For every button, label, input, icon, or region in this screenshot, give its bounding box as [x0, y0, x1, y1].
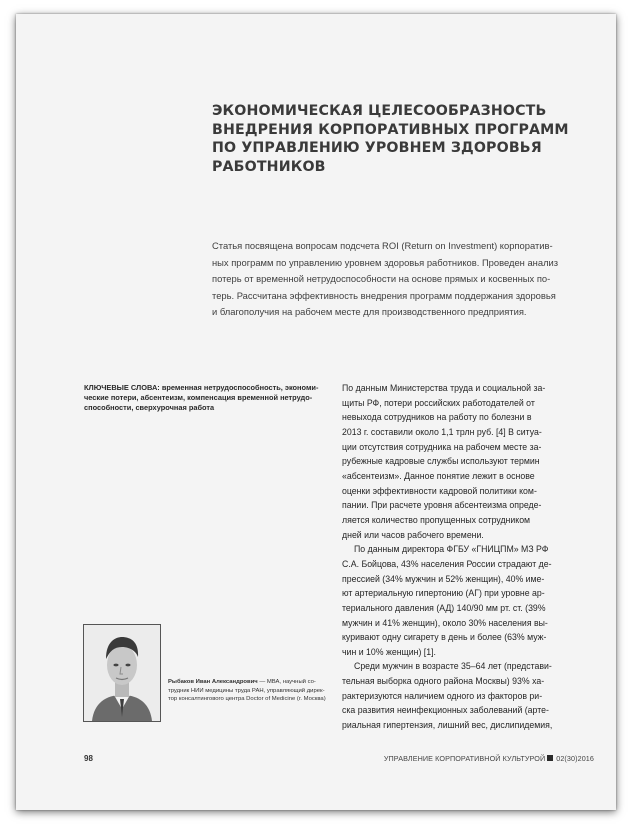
body-line: 2013 г. составили около 1,1 трлн руб. [4] В ситуа- [342, 426, 542, 437]
page-number: 98 [84, 754, 93, 763]
body-line: ции отсутствия сотрудника на рабочем месте за- [342, 441, 542, 452]
body-line: ют артериальную гипертонию (АГ) при уровне ар- [342, 588, 545, 599]
body-line: По данным директора ФГБУ «ГНИЦПМ» МЗ РФ [354, 544, 549, 555]
journal-issue: 02(30)2016 [556, 754, 594, 763]
abstract [212, 238, 596, 321]
author-portrait-icon [84, 625, 160, 721]
title-line: РАБОТНИКОВ [212, 158, 326, 175]
author-name: Рыбаков Иван Александрович [168, 679, 258, 685]
abstract-line: потерь от временной нетрудоспособности на основе прямых и косвенных по- [212, 273, 551, 285]
author-photo [83, 624, 161, 722]
body-line: дней или часов рабочего времени. [342, 529, 484, 540]
body-line: ляется количество пропущенных сотрудником [342, 514, 531, 525]
body-line: куривают одну сигарету в день и более (63% муж- [342, 632, 547, 643]
body-line: рубежные кадровые службы используют термин [342, 456, 540, 467]
body-line: По данным Министерства труда и социальной за- [342, 383, 546, 393]
author-line: тор консалтингового центра Doctor of Medicine (г. Москва) [168, 696, 326, 703]
square-separator-icon [547, 755, 553, 761]
keywords-line: ческие потери, абсентеизм, компенсация временной нетрудо- [84, 393, 313, 403]
article-title [212, 102, 592, 176]
author-line: трудник НИИ медицины труда РАН, управляющий дирек- [168, 687, 325, 694]
body-line: териального давления (АД) 140/90 мм рт. ст. (39% [342, 602, 546, 613]
body-line: ска развития неинфекционных заболеваний (арте- [342, 705, 549, 716]
abstract-line: Статья посвящена вопросам подсчета ROI (Return on Investment) корпоратив- [212, 240, 553, 251]
author-info [168, 678, 338, 704]
body-line: С.А. Бойцова, 43% населения России страдают де- [342, 558, 552, 569]
body-line: риальная гипертензия, лишний вес, дислипидемия, [342, 720, 553, 731]
body-text [342, 381, 604, 733]
title-line: ЭКОНОМИЧЕСКАЯ ЦЕЛЕСООБРАЗНОСТЬ [212, 103, 547, 119]
body-line: рактеризуются наличием одного из факторов ри- [342, 690, 543, 701]
body-line: оценки эффективности кадровой политики ком- [342, 485, 537, 496]
body-line: невыхода сотрудников на работу по болезни в [342, 412, 532, 423]
author-line [168, 678, 338, 687]
journal-footer [384, 754, 594, 763]
body-line: чин и 10% женщин) [1]. [342, 646, 436, 657]
author-credentials: — МВА, научный со- [257, 679, 316, 685]
journal-name: УПРАВЛЕНИЕ КОРПОРАТИВНОЙ КУЛЬТУРОЙ [383, 754, 546, 763]
abstract-line: и благополучия на рабочем месте для производственного предприятия. [212, 306, 527, 318]
document-page [16, 14, 616, 810]
title-line: ВНЕДРЕНИЯ КОРПОРАТИВНЫХ ПРОГРАММ [212, 121, 569, 138]
body-line: прессией (34% мужчин и 52% женщин), 40% име- [342, 573, 545, 584]
keywords-label: КЛЮЧЕВЫЕ СЛОВА: [84, 383, 160, 392]
keywords-line: способности, сверхурочная работа [84, 403, 215, 413]
body-line: мужчин и 41% женщин), около 30% населения вы- [342, 617, 548, 628]
body-line: Среди мужчин в возрасте 35–64 лет (представи- [354, 661, 552, 672]
keywords-block [84, 383, 336, 414]
body-line: «абсентеизм». Данное понятие лежит в основе [342, 470, 535, 481]
body-line: щиты РФ, потери российских работодателей от [342, 397, 535, 408]
keywords-line [84, 383, 336, 393]
title-line: ПО УПРАВЛЕНИЮ УРОВНЕМ ЗДОРОВЬЯ [212, 140, 542, 156]
abstract-line: ных программ по управлению уровнем здоровья работников. Проведен анализ [212, 256, 559, 268]
body-line: тельная выборка одного района Москвы) 93% ха- [342, 676, 545, 687]
body-line: пании. При расчете уровня абсентеизма опреде- [342, 500, 542, 511]
keywords-text: временная нетрудоспособность, экономи- [159, 383, 319, 392]
abstract-line: терь. Рассчитана эффективность внедрения программ поддержания здоровья [212, 289, 556, 301]
